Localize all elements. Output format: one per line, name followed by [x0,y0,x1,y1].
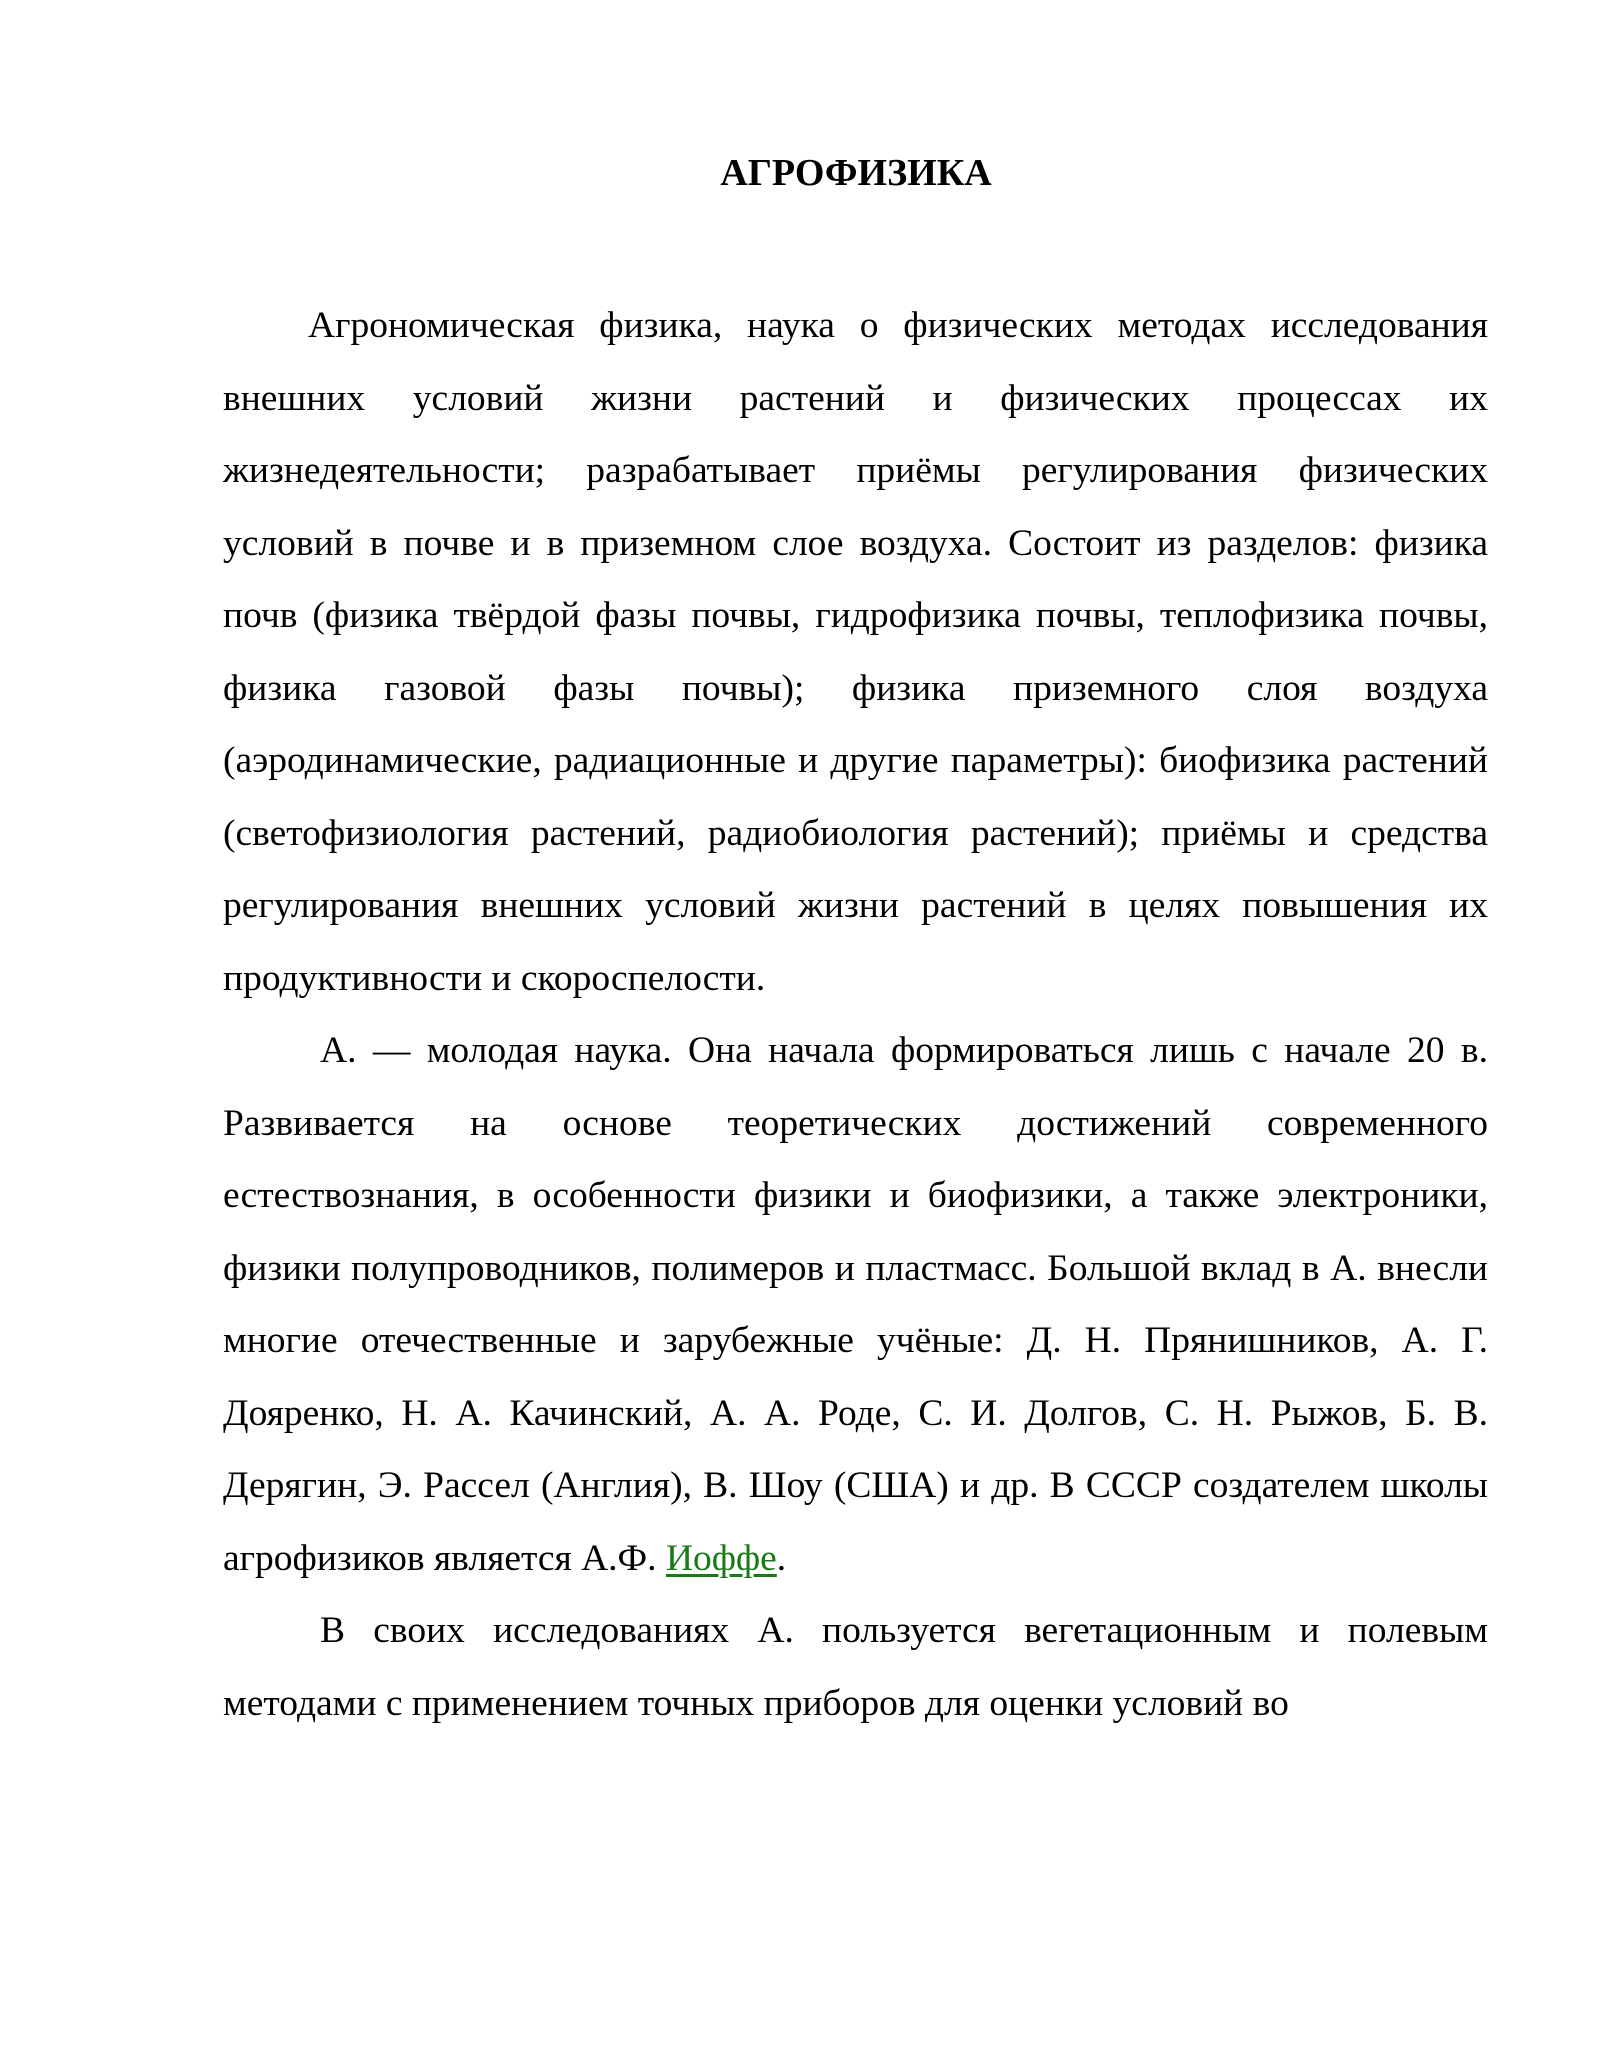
document-title: АГРОФИЗИКА [720,152,992,194]
paragraph-2-text: А. — молодая наука. Она начала формироваться лишь с начале 20 в. Развивается на основе теоретических достижений современного естествознания, в особенности физики и биофизики, а также электроники, физики полупроводников, полимеров и пластмасс. Большой вклад в А. внесли многие отечественные и зарубежные учёные: Д. Н. Прянишников, А. Г. Дояренко, Н. А. Качинский, А. А. Роде, С. И. Долгов, С. Н. Рыжов, Б. В. Дерягин, Э. Рассел (Англия), В. Шоу (США) и др. В СССР создателем школы агрофизиков является А.Ф. [223,1030,1488,1579]
paragraph-2 [223,1015,1488,1595]
ioffe-link[interactable]: Иоффе [665,1537,777,1579]
document-body [223,290,1488,1740]
paragraph-1: Агрономическая физика, наука о физических методах исследования внешних условий жизни растений и физических процессах их жизнедеятельности; разрабатывает приёмы регулирования физических условий в почве и в приземном слое воздуха. Состоит из разделов: физика почв (физика твёрдой фазы почвы, гидрофизика почвы, теплофизика почвы, физика газовой фазы почвы); физика приземного слоя воздуха (аэродинамические, радиационные и другие параметры): биофизика растений (светофизиология растений, радиобиология растений); приёмы и средства регулирования внешних условий жизни растений в целях повышения их продуктивности и скороспелости. [223,305,1488,999]
paragraph-3: В своих исследованиях А. пользуется вегетационным и полевым методами с применением точных приборов для оценки условий во [223,1610,1488,1724]
paragraph-2-end: . [776,1537,787,1579]
